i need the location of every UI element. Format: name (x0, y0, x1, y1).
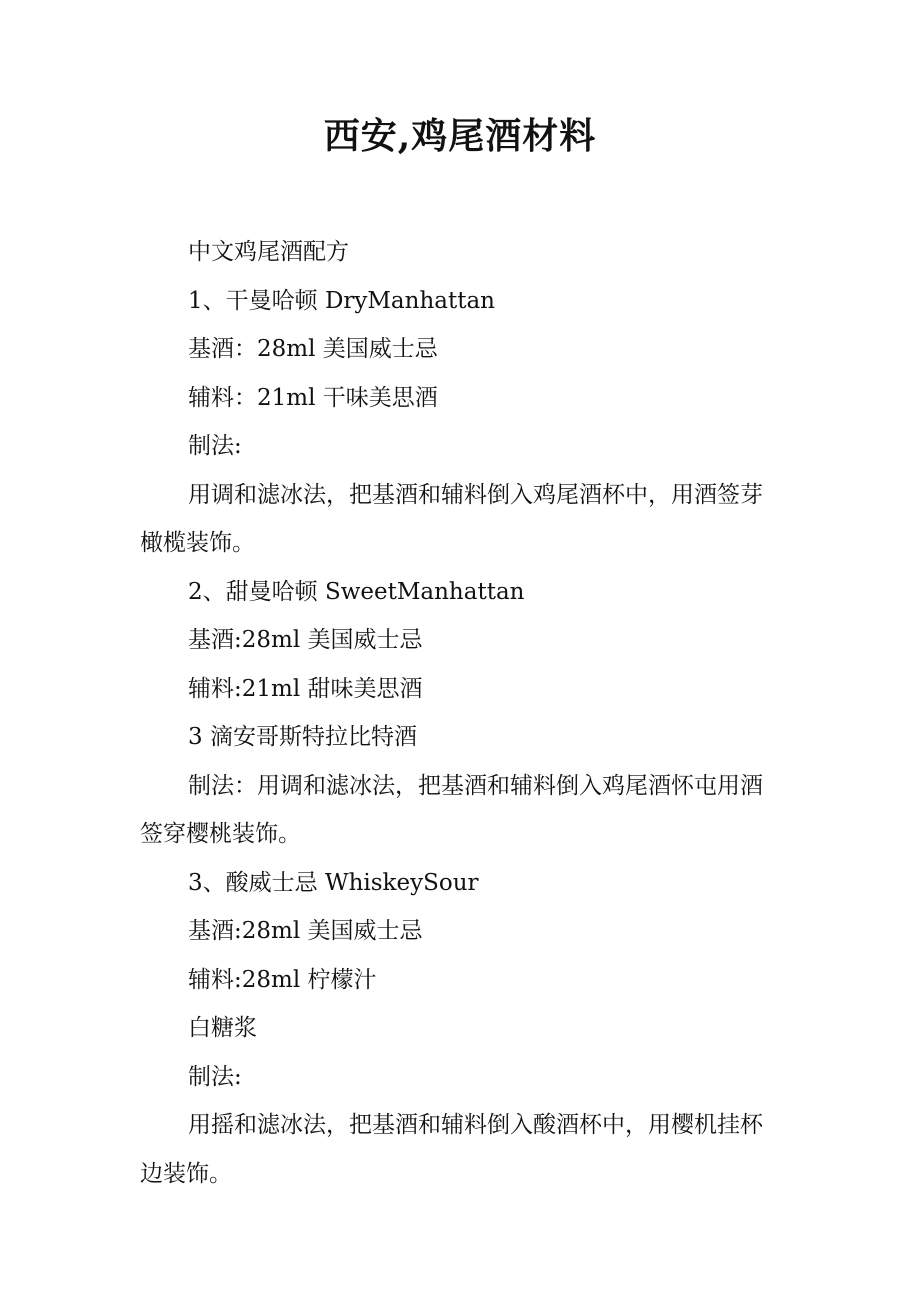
base-spirit-line: 基酒:28ml 美国威士忌 (188, 627, 423, 653)
ingredient-line: 辅料:28ml 柠檬汁 (188, 966, 377, 993)
recipe-title: 1、干曼哈顿 DryManhattan (188, 287, 495, 314)
ingredient-line: 辅料:21ml 甜味美思酒 (188, 675, 423, 702)
method-label: 制法: (188, 433, 242, 459)
base-spirit-line: 基酒：28ml 美国威士忌 (188, 336, 438, 362)
method-text: 制法：用调和滤冰法，把基酒和辅料倒入鸡尾酒怀屯用酒签穿樱桃装饰。 (140, 772, 763, 847)
recipe-title: 2、甜曼哈顿 SweetManhattan (188, 578, 525, 605)
document-body (140, 228, 785, 1198)
method-text: 用摇和滤冰法，把基酒和辅料倒入酸酒杯中，用樱机挂杯边装饰。 (140, 1112, 763, 1187)
base-spirit-line: 基酒:28ml 美国威士忌 (188, 918, 423, 944)
method-label: 制法: (188, 1063, 242, 1090)
ingredient-line: 3 滴安哥斯特拉比特酒 (188, 724, 417, 750)
section-heading: 中文鸡尾酒配方 (188, 239, 349, 265)
document-title: 西安,鸡尾酒材料 (323, 115, 597, 157)
recipe-title: 3、酸威士忌 WhiskeySour (188, 869, 479, 896)
method-text: 用调和滤冰法，把基酒和辅料倒入鸡尾酒杯中，用酒签芽橄榄装饰。 (140, 481, 763, 556)
ingredient-line: 辅料：21ml 干味美思酒 (188, 384, 438, 411)
ingredient-line: 白糖浆 (188, 1015, 257, 1041)
